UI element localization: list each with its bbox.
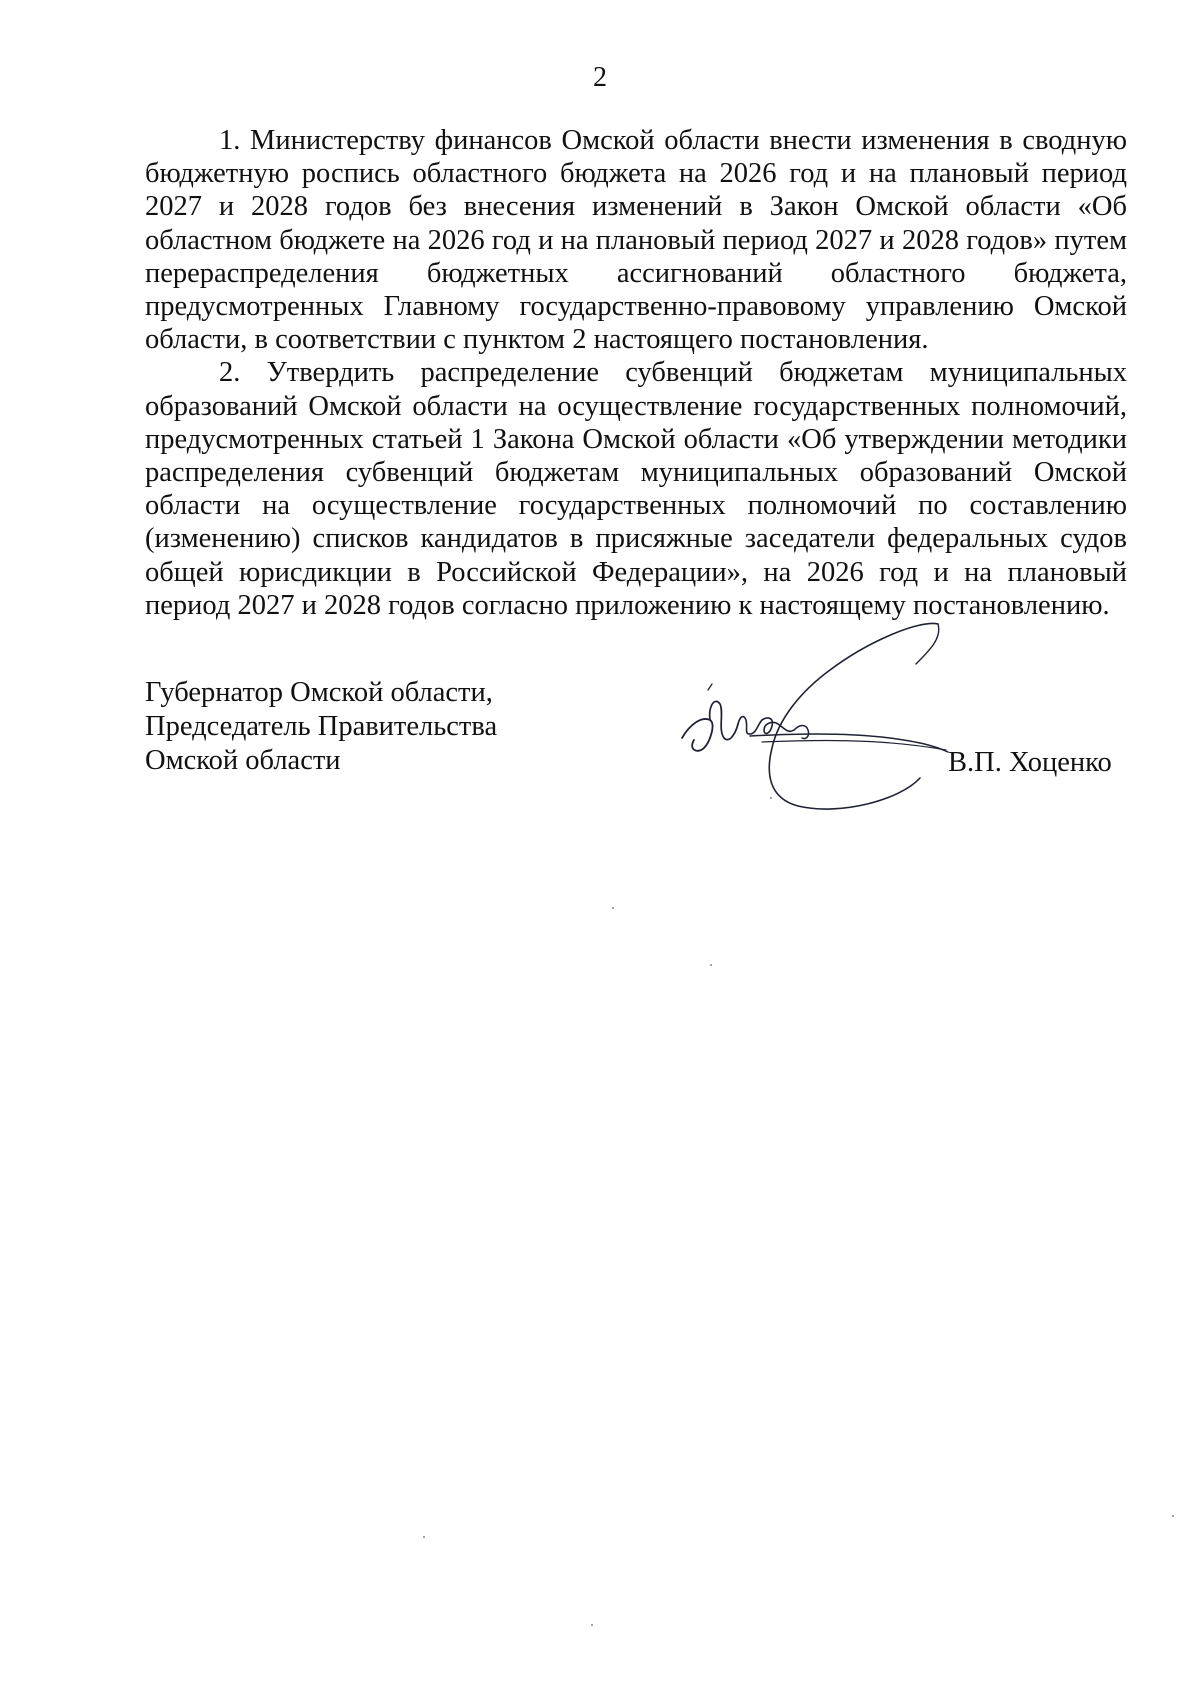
handwritten-signature — [680, 620, 1040, 830]
document-body — [145, 124, 1127, 622]
scan-speck — [612, 907, 614, 909]
paragraph-2: 2. Утвердить распределение субвенций бюджетам муниципальных образований Омской области на осуществление государственных полномочий, предусмотренных статьей 1 Закона Омской области «Об утверждении методики распределения субвенций бюджетам муниципальных образований Омской области на осуществление государственных полномочий по составлению (изменению) списков кандидатов в присяжные заседатели федеральных судов общей юрисдикции в Российской Федерации», на 2026 год и на плановый период 2027 и 2028 годов согласно приложению к настоящему постановлению. — [145, 357, 1127, 621]
signatory-position — [145, 676, 545, 778]
page-number: 2 — [593, 62, 607, 93]
signatory-position-line-3: Омской области — [145, 745, 341, 776]
scan-speck — [423, 1536, 425, 1538]
scan-speck — [591, 1624, 593, 1626]
scan-speck — [1172, 1515, 1174, 1517]
paragraph-1: 1. Министерству финансов Омской области внести изменения в сводную бюджетную роспись областного бюджета на 2026 год и на плановый период 2027 и 2028 годов без внесения изменений в Закон Омской области «Об областном бюджете на 2026 год и на плановый период 2027 и 2028 годов» путем перераспределения бюджетных ассигнований областного бюджета, предусмотренных Главному государственно-правовому управлению Омской области, в соответствии с пунктом 2 настоящего постановления. — [145, 125, 1127, 356]
signatory-position-line-1: Губернатор Омской области, — [145, 677, 493, 708]
scan-speck — [710, 964, 712, 966]
signatory-name: В.П. Хоценко — [948, 747, 1112, 778]
signatory-position-line-2: Председатель Правительства — [145, 711, 498, 742]
scan-speck — [770, 797, 772, 799]
